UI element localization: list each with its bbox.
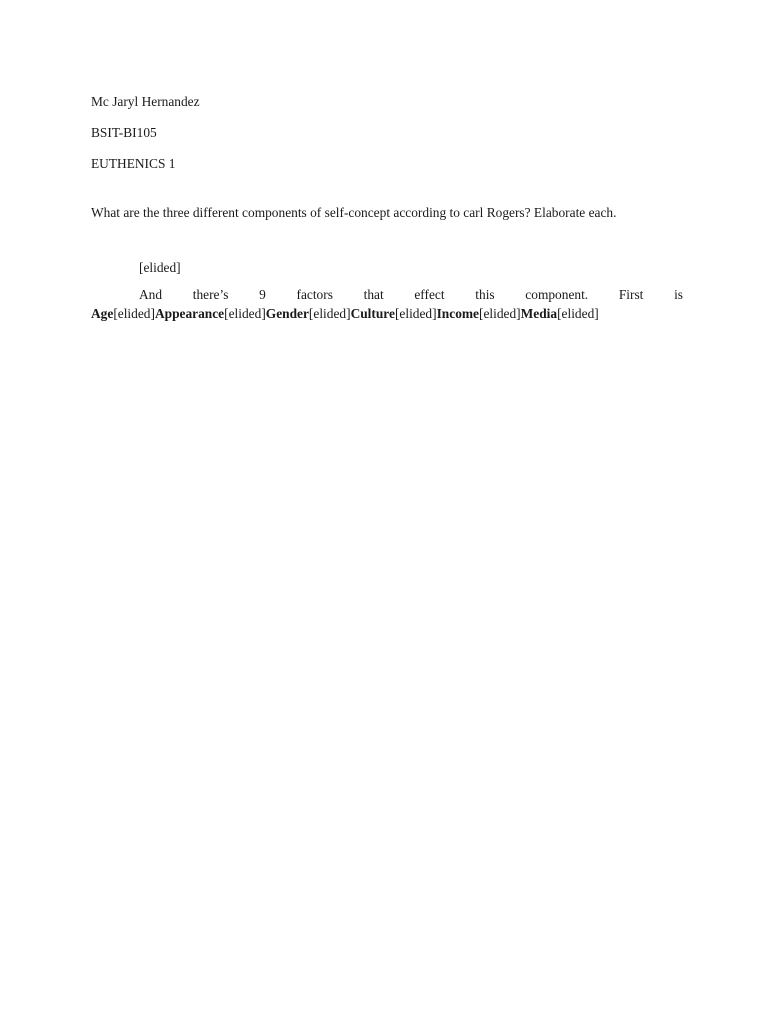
factor-culture-label: Culture xyxy=(350,306,395,321)
answer-paragraph-2 xyxy=(91,285,683,323)
factors-intro: And there’s 9 factors that effect this component. First is xyxy=(139,287,683,302)
factor-appearance-text: [elided] xyxy=(224,306,266,321)
document-body xyxy=(91,92,683,323)
factor-age-text: [elided] xyxy=(113,306,155,321)
factor-media-text: [elided] xyxy=(557,306,599,321)
factor-gender-label: Gender xyxy=(265,306,309,321)
factor-income-label: Income xyxy=(436,306,479,321)
assignment-question: What are the three different components of self-concept according to carl Rogers? Elaborate each. xyxy=(91,205,617,220)
factor-gender-text: [elided] xyxy=(308,306,351,321)
factor-media-label: Media xyxy=(520,306,558,321)
student-name: Mc Jaryl Hernandez xyxy=(91,94,200,109)
factor-age-label: Age xyxy=(91,306,114,321)
answer-paragraph-1: [elided] xyxy=(139,260,181,275)
factor-culture-text: [elided] xyxy=(394,306,437,321)
factor-appearance-label: Appearance xyxy=(154,306,225,321)
student-section: BSIT-BI105 xyxy=(91,125,157,140)
factor-income-text: [elided] xyxy=(479,306,521,321)
subject-title: EUTHENICS 1 xyxy=(91,156,176,171)
